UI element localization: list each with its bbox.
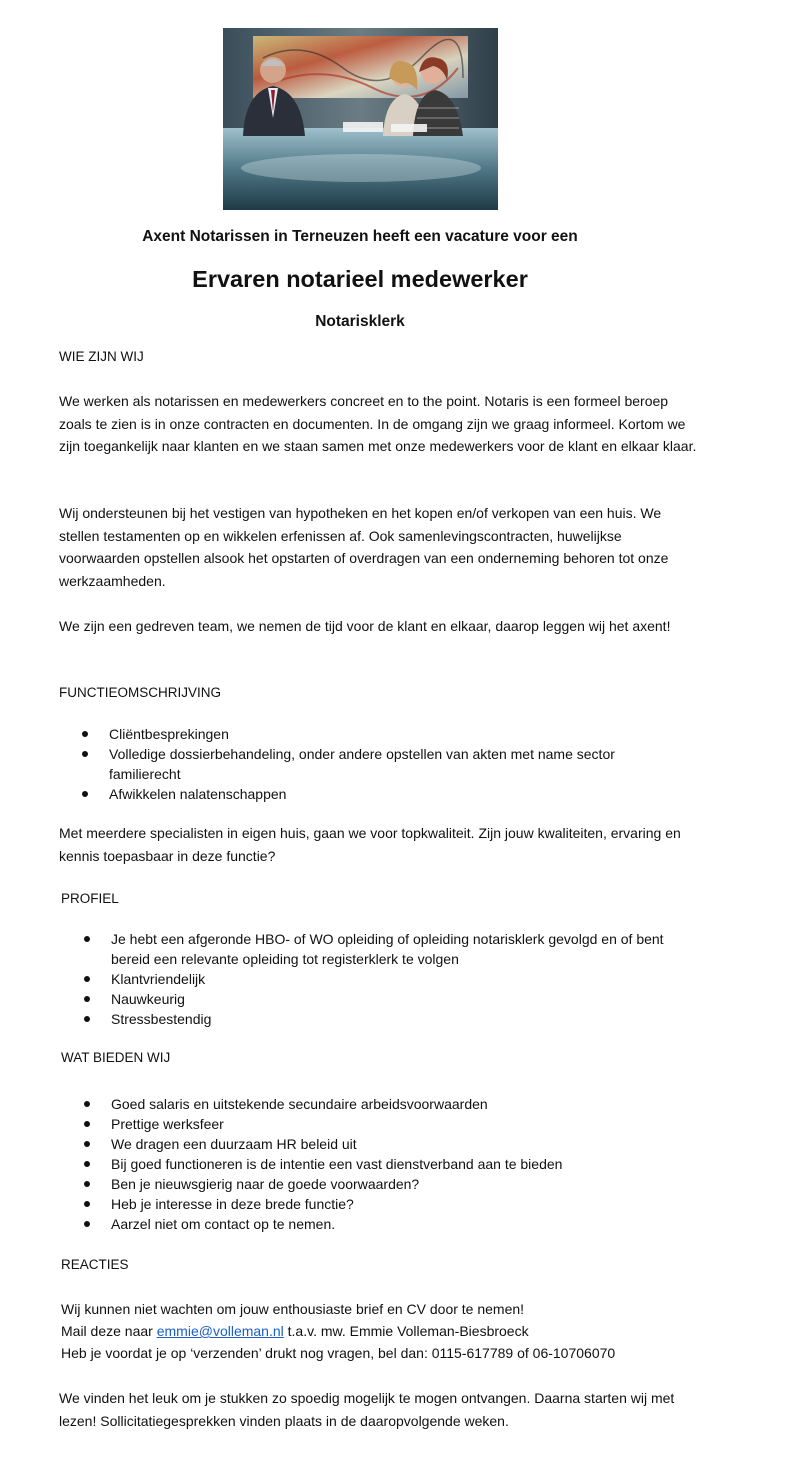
list-item: Prettige werksfeer [84, 1114, 684, 1134]
list-item: Nauwkeurig [84, 989, 674, 1009]
office-meeting-photo [223, 28, 498, 210]
profile-list [84, 929, 674, 1029]
who-paragraph-3: We zijn een gedreven team, we nemen de tijd voor de klant en elkaar, daarop leggen wij het axent! [59, 618, 671, 634]
offer-list [84, 1094, 684, 1234]
list-item: Aarzel niet om contact op te nemen. [84, 1214, 684, 1234]
list-item: Heb je interesse in deze brede functie? [84, 1194, 684, 1214]
email-link[interactable]: emmie@volleman.nl [156, 1323, 284, 1339]
intro-line: Axent Notarissen in Terneuzen heeft een vacature voor een [142, 228, 578, 245]
section-heading-offer: WAT BIEDEN WIJ [61, 1050, 171, 1065]
reactions-line-1: Wij kunnen niet wachten om jouw enthousiaste brief en CV door te nemen! [61, 1301, 525, 1317]
list-item: Ben je nieuwsgierig naar de goede voorwaarden? [84, 1174, 684, 1194]
who-paragraph-1: We werken als notarissen en medewerkers concreet en to the point. Notaris is een formeel beroep zoals te zien is in onze contracten en documenten. In de omgang zijn we graag informeel. Kortom we zijn toegankelijk naar klanten en we staan samen met onze medewerkers voor de klant en elkaar klaar. [59, 393, 697, 454]
section-heading-who: WIE ZIJN WIJ [59, 349, 144, 364]
list-item: Volledige dossierbehandeling, onder andere opstellen van akten met name sector familierecht [82, 744, 652, 784]
job-subtitle: Notarisklerk [315, 313, 405, 330]
reactions-line-2 [61, 1320, 711, 1342]
reactions-block [61, 1298, 711, 1364]
reactions-line-3: Heb je voordat je op ‘verzenden’ drukt nog vragen, bel dan: 0115-617789 of 06-10706070 [61, 1345, 616, 1361]
list-item: Klantvriendelijk [84, 969, 674, 989]
section-heading-function: FUNCTIEOMSCHRIJVING [59, 685, 221, 700]
section-heading-profile: PROFIEL [61, 891, 119, 906]
mail-prefix: Mail deze naar [61, 1323, 157, 1339]
list-item: Je hebt een afgeronde HBO- of WO opleiding of opleiding notarisklerk gevolgd en of bent bereid een relevante opleiding tot registerklerk te volgen [84, 929, 674, 969]
reactions-closing: We vinden het leuk om je stukken zo spoedig mogelijk te mogen ontvangen. Daarna starten wij met lezen! Sollicitatiegesprekken vinden plaats in de daaropvolgende weken. [59, 1390, 675, 1429]
list-item: Goed salaris en uitstekende secundaire arbeidsvoorwaarden [84, 1094, 684, 1114]
list-item: We dragen een duurzaam HR beleid uit [84, 1134, 684, 1154]
list-item: Afwikkelen nalatenschappen [82, 784, 652, 804]
list-item: Stressbestendig [84, 1009, 674, 1029]
function-closing: Met meerdere specialisten in eigen huis, gaan we voor topkwaliteit. Zijn jouw kwaliteiten, ervaring en kennis toepasbaar in deze functie? [59, 825, 681, 864]
list-item: Bij goed functioneren is de intentie een vast dienstverband aan te bieden [84, 1154, 684, 1174]
job-title: Ervaren notarieel medewerker [192, 266, 528, 292]
function-list [82, 724, 652, 804]
who-paragraph-2: Wij ondersteunen bij het vestigen van hypotheken en het kopen en/of verkopen van een huis. We stellen testamenten op en wikkelen erfenissen af. Ook samenlevingscontracten, huwelijkse voorwaarden opstellen alsook het opstarten of overdragen van een onderneming behoren tot onze werkzaamheden. [59, 505, 669, 589]
section-heading-reactions: REACTIES [61, 1257, 129, 1272]
mail-suffix: t.a.v. mw. Emmie Volleman-Biesbroeck [283, 1323, 529, 1339]
list-item: Cliëntbesprekingen [82, 724, 652, 744]
